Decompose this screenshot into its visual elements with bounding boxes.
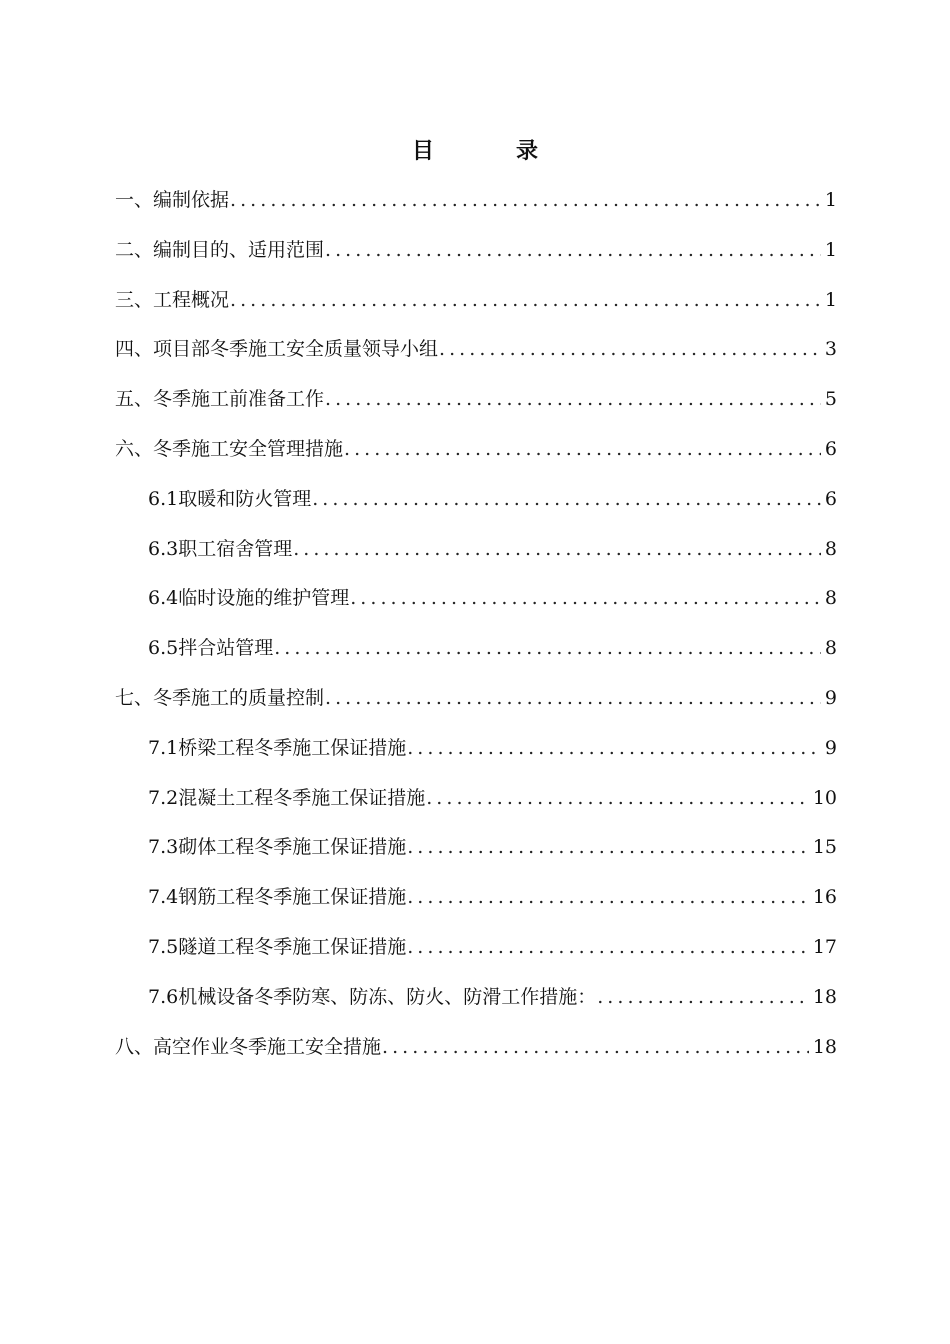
toc-entry-page: 6: [824, 437, 837, 460]
toc-entry-title: 7.1桥梁工程冬季施工保证措施: [148, 736, 407, 759]
toc-entry-page: 10: [812, 786, 837, 809]
toc-subentry[interactable]: [115, 929, 837, 979]
toc-dot-leader: [439, 331, 821, 367]
toc-subentry[interactable]: [115, 580, 837, 630]
toc-dot-leader: [597, 979, 809, 1015]
toc-subentry[interactable]: [115, 630, 837, 680]
toc-entry-title: 7.3砌体工程冬季施工保证措施: [148, 836, 407, 859]
toc-entry-page: 8: [824, 637, 837, 660]
toc-subentry[interactable]: [115, 531, 837, 581]
toc-entry-page: 1: [824, 288, 837, 311]
toc-dot-leader: [312, 481, 821, 517]
toc-dot-leader: [407, 929, 809, 965]
toc-entry-title: 七、冬季施工的质量控制: [115, 686, 325, 709]
toc-list: [115, 182, 837, 1078]
toc-entry-page: 8: [824, 587, 837, 610]
toc-subentry[interactable]: [115, 829, 837, 879]
toc-entry[interactable]: [115, 182, 837, 232]
toc-entry-title: 7.4钢筋工程冬季施工保证措施: [148, 886, 407, 909]
toc-entry-title: 五、冬季施工前准备工作: [115, 388, 325, 411]
toc-dot-leader: [426, 780, 809, 816]
toc-entry-page: 18: [812, 1035, 837, 1058]
toc-entry[interactable]: [115, 431, 837, 481]
toc-entry-title: 6.3职工宿舍管理: [148, 537, 293, 560]
toc-entry[interactable]: [115, 1029, 837, 1079]
toc-dot-leader: [274, 630, 821, 666]
toc-entry-title: 6.5拌合站管理: [148, 637, 274, 660]
toc-dot-leader: [407, 730, 821, 766]
toc-entry-title: 一、编制依据: [115, 189, 230, 211]
toc-entry-page: 9: [824, 686, 837, 709]
toc-dot-leader: [407, 829, 809, 865]
toc-entry-title: 三、工程概况: [115, 288, 230, 311]
toc-entry-page: 16: [812, 886, 837, 909]
toc-entry-page: 8: [824, 537, 837, 560]
toc-dot-leader: [230, 182, 821, 218]
toc-entry[interactable]: [115, 680, 837, 730]
toc-entry-title: 六、冬季施工安全管理措施: [115, 437, 344, 460]
toc-subentry[interactable]: [115, 979, 837, 1029]
toc-entry-title: 7.6机械设备冬季防寒、防冻、防火、防滑工作措施：: [148, 985, 597, 1008]
toc-entry[interactable]: [115, 232, 837, 282]
toc-entry-page: 15: [812, 836, 837, 859]
toc-entry-page: 18: [812, 985, 837, 1008]
toc-entry-title: 7.2混凝土工程冬季施工保证措施: [148, 786, 426, 809]
toc-subentry[interactable]: [115, 780, 837, 830]
toc-entry-page: 5: [824, 388, 837, 411]
toc-entry[interactable]: [115, 282, 837, 332]
toc-dot-leader: [230, 282, 821, 318]
toc-entry[interactable]: [115, 331, 837, 381]
toc-entry-title: 八、高空作业冬季施工安全措施: [115, 1035, 382, 1058]
toc-entry-page: 17: [812, 935, 837, 958]
toc-subentry[interactable]: [115, 879, 837, 929]
toc-entry-title: 7.5隧道工程冬季施工保证措施: [148, 935, 407, 958]
toc-title: 目 录: [411, 138, 568, 164]
toc-entry-title: 6.4临时设施的维护管理: [148, 587, 350, 610]
toc-entry[interactable]: [115, 381, 837, 431]
toc-entry-page: 9: [824, 736, 837, 759]
toc-entry-title: 四、项目部冬季施工安全质量领导小组: [115, 338, 439, 361]
toc-entry-page: 3: [824, 338, 837, 361]
toc-dot-leader: [344, 431, 821, 467]
toc-entry-title: 6.1取暖和防火管理: [148, 487, 312, 510]
toc-entry-page: 1: [824, 238, 837, 261]
toc-entry-title: 二、编制目的、适用范围: [115, 238, 325, 261]
toc-dot-leader: [293, 531, 821, 567]
toc-dot-leader: [382, 1029, 809, 1065]
toc-dot-leader: [325, 232, 821, 268]
toc-subentry[interactable]: [115, 730, 837, 780]
toc-entry-page: 1: [824, 189, 837, 211]
toc-subentry[interactable]: [115, 481, 837, 531]
toc-dot-leader: [325, 381, 821, 417]
toc-dot-leader: [325, 680, 821, 716]
toc-dot-leader: [407, 879, 809, 915]
toc-dot-leader: [350, 580, 821, 616]
toc-entry-page: 6: [824, 487, 837, 510]
